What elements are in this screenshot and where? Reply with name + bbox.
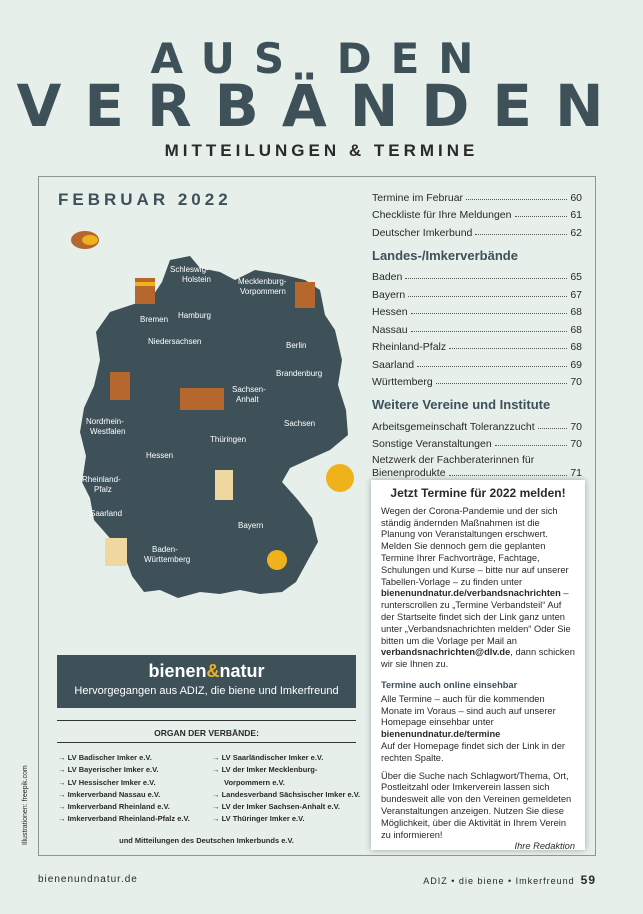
organ-footer: und Mitteilungen des Deutschen Imkerbunds e.V. bbox=[119, 836, 294, 845]
map-label-berlin: Berlin bbox=[286, 341, 307, 350]
info-subheading: Termine auch online einsehbar bbox=[381, 679, 518, 690]
map-label-nrw2: Westfalen bbox=[90, 427, 126, 436]
map-label-mv: Mecklenburg- bbox=[238, 277, 287, 286]
beehive-icon bbox=[105, 538, 127, 566]
map-label-mv2: Vorpommern bbox=[240, 287, 286, 296]
toc-row[interactable]: Rheinland-Pfalz 68 bbox=[372, 341, 582, 353]
page-subtitle: MITTEILUNGEN & TERMINE bbox=[164, 141, 479, 160]
link[interactable]: bienenundnatur.de/termine bbox=[381, 729, 501, 740]
brand-subline: Hervorgegangen aus ADIZ, die biene und Imkerfreund bbox=[74, 685, 339, 697]
beehive-icon bbox=[110, 372, 130, 400]
toc-row[interactable]: Sonstige Veranstaltungen 70 bbox=[372, 438, 582, 450]
toc-section-heading: Weitere Vereine und Institute bbox=[372, 397, 551, 412]
footer-publication: ADIZ • die biene • Imkerfreund 59 bbox=[423, 873, 596, 887]
map-label-ns: Niedersachsen bbox=[148, 337, 202, 346]
map-label-sh: Schleswig- bbox=[170, 265, 209, 274]
illustration-credit: Illustrationen: freepik.com bbox=[22, 765, 29, 845]
info-paragraph: Über die Suche nach Schlagwort/Thema, Ort, Postleitzahl oder Imkerverein lassen sich bundesweit alle von den Vereinen gemeldeten Veranstaltungen anzeigen. Nutzen Sie diese Möglichkeit, über die Aktivität in Ihrem Verein zu informieren! bbox=[381, 770, 572, 840]
market-stand-icon bbox=[180, 388, 224, 410]
info-paragraph: Wegen der Corona-Pandemie und der sich ständig ändernden Maßnahmen ist die Planung von Veranstaltungen erschwert. Melden Sie dennoch gern die geplanten Termine Ihrer Fachvorträge, Fachtage, Schulungen und Kurse – bitte nur auf unserer Tabellen-Vorlage – zu finden unter bienenundnatur.de/verbandsnachrichten – runterscrollen zu „Termine Verbandsteil“ Auf der Startseite findet sich der Link ganz unten unter „Verbandsnachrichten melden“ Oder Sie bitten um die Vorlage per Mail an verbandsnachrichten@dlv.de, dann schicken wir sie Ihnen zu. bbox=[381, 505, 575, 670]
divider bbox=[57, 742, 356, 743]
toc-row[interactable]: Saarland 69 bbox=[372, 358, 582, 371]
month-heading: FEBRUAR 2022 bbox=[58, 190, 232, 209]
map-label-bw: Baden- bbox=[152, 545, 178, 554]
map-label-bremen: Bremen bbox=[140, 315, 169, 324]
toc-row[interactable]: Netzwerk der Fachberaterinnen für Bienenprodukte 71 bbox=[372, 454, 582, 479]
beehive-icon bbox=[295, 282, 315, 308]
list-item: → LV der Imker Sachsen-Anhalt e.V. bbox=[212, 801, 360, 813]
title-line-1: AUS DEN bbox=[150, 34, 493, 83]
list-item-cont: Vorpommern e.V. bbox=[224, 777, 285, 787]
toc-row[interactable]: Deutscher Imkerbund 62 bbox=[372, 226, 582, 239]
honey-jar-icon bbox=[267, 550, 287, 570]
info-box bbox=[371, 480, 585, 850]
email-link[interactable]: verbandsnachrichten@dlv.de bbox=[381, 647, 511, 658]
toc-row[interactable]: Hessen 68 bbox=[372, 306, 582, 318]
brand-banner bbox=[57, 655, 356, 708]
divider bbox=[57, 720, 356, 721]
table-of-contents bbox=[372, 186, 582, 480]
info-box-title: Jetzt Termine für 2022 melden! bbox=[390, 486, 566, 500]
map-label-bw2: Württemberg bbox=[144, 555, 191, 564]
map-label-bayern: Bayern bbox=[238, 521, 264, 530]
map-label-hessen: Hessen bbox=[146, 451, 174, 460]
link[interactable]: bienenundnatur.de/verbandsnachrichten bbox=[381, 588, 561, 599]
map-label-rp: Rheinland- bbox=[82, 475, 121, 484]
list-item: → LV Badischer Imker e.V. bbox=[58, 752, 190, 764]
list-item: → LV der Imker Mecklenburg- bbox=[212, 764, 360, 776]
list-item: → LV Saarländischer Imker e.V. bbox=[212, 752, 360, 764]
info-paragraph: Alle Termine – auch für die kommenden Monate im Voraus – sind auch auf unserer Homepage einsehbar unter bienenundnatur.de/termine Auf der Homepage findet sich der Link in der rechten Spalte. bbox=[381, 693, 565, 763]
honey-icon bbox=[82, 235, 98, 245]
map-label-hamburg: Hamburg bbox=[178, 311, 211, 320]
organ-list-right bbox=[212, 752, 360, 826]
map-label-sa2: Anhalt bbox=[236, 395, 259, 404]
list-item: → Landesverband Sächsischer Imker e.V. bbox=[212, 789, 360, 801]
list-item: → Imkerverband Rheinland-Pfalz e.V. bbox=[58, 813, 190, 825]
signature: Ihre Redaktion bbox=[514, 841, 575, 852]
list-item: → LV Bayerischer Imker e.V. bbox=[58, 764, 190, 776]
beehive-icon bbox=[135, 278, 155, 304]
toc-row[interactable]: Arbeitsgemeinschaft Toleranzzucht 70 bbox=[372, 420, 582, 433]
map-label-sh2: Holstein bbox=[182, 275, 211, 284]
toc-section-heading: Landes-/Imkerverbände bbox=[372, 247, 518, 263]
toc-row[interactable]: Baden 65 bbox=[372, 271, 582, 283]
footer-url[interactable]: bienenundnatur.de bbox=[38, 874, 138, 885]
germany-map bbox=[50, 220, 360, 630]
brand-logo: bienen&natur bbox=[148, 661, 265, 681]
toc-row[interactable]: Nassau 68 bbox=[372, 323, 582, 336]
map-label-th: Thüringen bbox=[210, 435, 247, 444]
list-item: → Imkerverband Nassau e.V. bbox=[58, 789, 190, 801]
title-line-2: VERBÄNDEN bbox=[16, 72, 627, 140]
map-label-bb: Brandenburg bbox=[276, 369, 323, 378]
organ-list-left bbox=[58, 752, 190, 826]
list-item: → Imkerverband Rheinland e.V. bbox=[58, 801, 190, 813]
organ-title: ORGAN DER VERBÄNDE: bbox=[154, 728, 259, 738]
toc-row[interactable]: Württemberg 70 bbox=[372, 376, 582, 388]
list-item: → LV Thüringer Imker e.V. bbox=[212, 813, 360, 825]
page-number: 59 bbox=[580, 873, 596, 887]
list-item: → LV Hessischer Imker e.V. bbox=[58, 777, 190, 789]
map-label-rp2: Pfalz bbox=[94, 485, 112, 494]
honeycomb-icon bbox=[326, 464, 354, 492]
toc-row[interactable]: Bayern 67 bbox=[372, 288, 582, 301]
map-label-saar: Saarland bbox=[90, 509, 123, 518]
toc-row[interactable]: Termine im Februar 60 bbox=[372, 191, 582, 204]
toc-row[interactable]: Checkliste für Ihre Meldungen 61 bbox=[372, 209, 582, 221]
map-label-sachsen: Sachsen bbox=[284, 419, 316, 428]
beehive-icon bbox=[215, 470, 233, 500]
map-label-sa: Sachsen- bbox=[232, 385, 266, 394]
map-label-nrw: Nordrhein- bbox=[86, 417, 124, 426]
